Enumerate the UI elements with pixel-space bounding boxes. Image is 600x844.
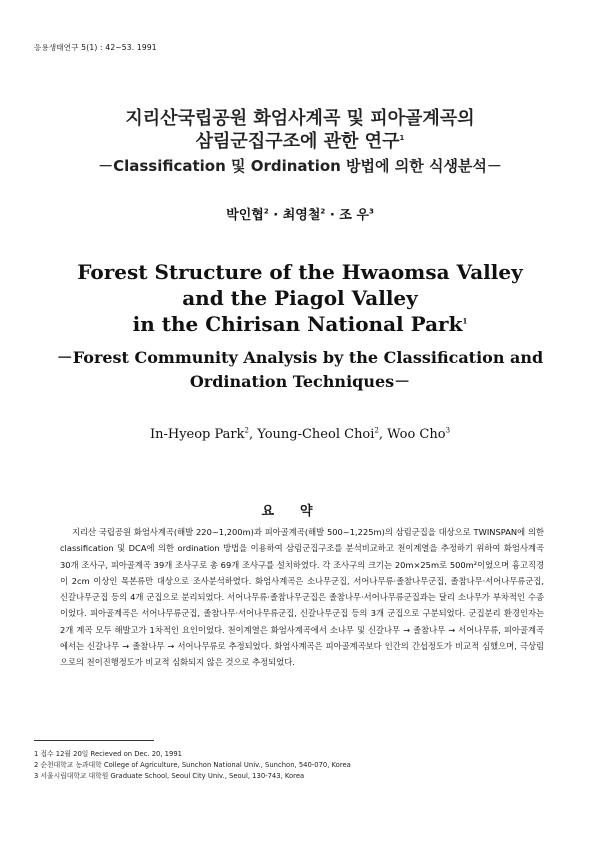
english-subtitle-line-2: Ordination Techniques－ <box>189 372 411 391</box>
english-author-3-sup: 3 <box>445 426 451 435</box>
english-subtitle-line-1: －Forest Community Analysis by the Classification and <box>56 348 544 367</box>
korean-author-1-sup: 2 <box>263 207 269 216</box>
english-title-line-3-text: in the Chirisan National Park <box>132 312 463 336</box>
footnote-1: 1 접수 12월 20일 Recieved on Dec. 20, 1991 <box>34 750 182 758</box>
korean-author-separator-2: · <box>325 208 340 223</box>
english-author-2-sup: 2 <box>374 426 379 435</box>
korean-title-line-2-text: 삼림군집구조에 관한 연구 <box>195 131 400 152</box>
abstract-body <box>60 524 544 671</box>
english-author-1: In-Hyeop Park <box>149 427 245 442</box>
english-author-2: , Young-Cheol Choi <box>248 427 375 442</box>
korean-author-1: 박인협 <box>226 208 264 223</box>
english-title-line-1: Forest Structure of the Hwaomsa Valley <box>77 260 523 284</box>
english-title-line-2: and the Piagol Valley <box>182 286 418 310</box>
footnote-2: 2 순천대학교 농과대학 College of Agriculture, Sunchon National Univ., Sunchon, 540-070, Korea <box>34 761 351 769</box>
english-title-line-3 <box>0 312 600 336</box>
korean-authors <box>0 204 600 223</box>
english-authors <box>0 427 600 442</box>
abstract-paragraph: 지리산 국립공원 화엄사계곡(해발 220~1,200m)과 피아골계곡(해발 500~1,225m)의 삼림군집을 대상으로 TWINSPAN에 의한 classification 및 DCA에 의한 ordination 방법을 이용하여 삼림군집구조를 분석비교하고 천이계열을 추정하기 위하여 화엄사계곡 30개 조사구, 피아골계곡 39개 조사구로 총 69개 조사구를 설치하였다. 각 조사구의 크기는 20m×25m로 500m²이었으며 흉고직경이 2cm 이상인 목본류만 대상으로 조사분석하였다. 화엄사계곡은 소나무군집, 서어나무류·졸참나무군집, 졸참나무·서어나무류군집, 신갈나무군집 등의 4개 군집으로 분리되었다. 서어나무류·졸참나무군집은 졸참나무·서어나무류군집과는 달리 소나무가 부차적인 수종이었다. 피아골계곡은 서어나무류군집, 졸참나무·서어나무류군집, 신갈나무군집 등의 3개 군집으로 구분되었다. 군집분리 환경인자는 2개 계곡 모두 해발고가 1차적인 요인이었다. 천이계열은 화엄사계곡에서 소나무 및 신갈나무 → 졸참나무 → 서어나무류, 피아골계곡에서는 신갈나무 → 졸참나무 → 서어나무류로 추정되었다. 화엄사계곡은 피아골계곡보다 인간의 간섭정도가 비교적 심했으며, 극상림으로의 천이진행정도가 비교적 심화되지 않은 것으로 추정되었다. <box>60 527 544 668</box>
korean-title-line-1: 지리산국립공원 화엄사계곡 및 피아골계곡의 <box>125 108 475 129</box>
abstract-heading: 요약 <box>261 504 339 519</box>
korean-title-footnote-mark: 1 <box>399 134 405 142</box>
korean-author-2: 최영철 <box>282 208 321 223</box>
footnote-3: 3 서울시립대학교 대학원 Graduate School, Seoul City Univ., Seoul, 130-743, Korea <box>34 772 305 780</box>
korean-author-2-sup: 2 <box>320 207 326 216</box>
journal-citation: 응용생태연구 5(1) : 42~53. 1991 <box>34 43 157 52</box>
korean-author-3-sup: 3 <box>368 207 374 216</box>
english-title-footnote-mark: 1 <box>462 316 468 326</box>
korean-subtitle: －Classification 및 Ordination 방법에 의한 식생분석－ <box>98 157 502 175</box>
korean-author-separator-1: · <box>268 208 283 223</box>
english-author-3: , Woo Cho <box>378 427 446 442</box>
footnote-divider <box>34 740 154 741</box>
korean-author-3: 조 우 <box>339 208 369 223</box>
korean-title-line-2 <box>0 127 600 153</box>
english-author-1-sup: 2 <box>244 426 249 435</box>
